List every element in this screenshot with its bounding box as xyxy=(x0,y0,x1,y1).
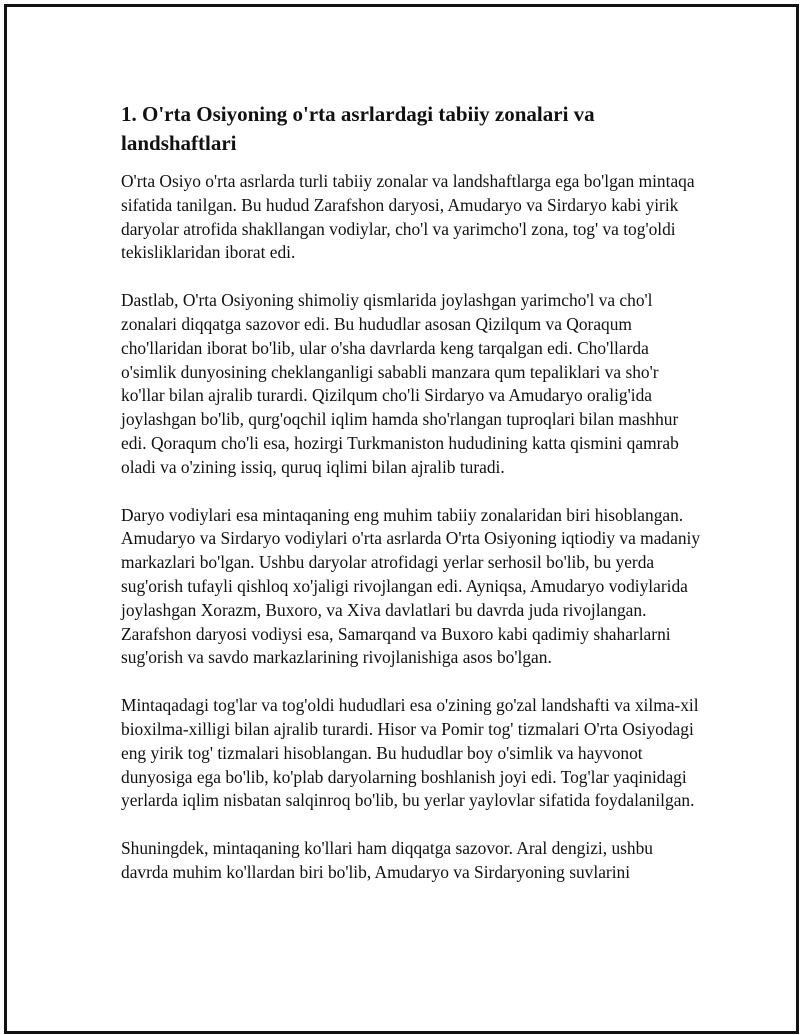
paragraph-mountains: Mintaqadagi tog'lar va tog'oldi hududlari esa o'zining go'zal landshafti va xilma-xil bioxilma-xilligi bilan ajralib turardi. Hisor va Pomir tog' tizmalari O'rta Osiyodagi eng yirik tog' tizmalari hisoblangan. Bu hududlar boy o'simlik va hayvonot dunyosiga ega bo'lib, ko'plab daryolarning boshlanish joyi edi. Tog'lar yaqinidagi yerlarda iqlim nisbatan salqinroq bo'lib, bu yerlar yaylovlar sifatida foydalanilgan. xyxy=(121,695,699,811)
page-frame xyxy=(4,4,799,1034)
paragraph-lakes: Shuningdek, mintaqaning ko'llari ham diqqatga sazovor. Aral dengizi, ushbu davrda muhim ko'llardan biri bo'lib, Amudaryo va Sirdaryoning suvlarini xyxy=(121,838,654,882)
paragraph-deserts: Dastlab, O'rta Osiyoning shimoliy qismlarida joylashgan yarimcho'l va cho'l zonalari diqqatga sazovor edi. Bu hududlar asosan Qizilqum va Qoraqum cho'llaridan iborat bo'lib, ular o'sha davrlarda keng tarqalgan edi. Cho'llarda o'simlik dunyosining cheklanganligi sababli manzara qum tepaliklari va sho'r ko'llar bilan ajralib turardi. Qizilqum cho'li Sirdaryo va Amudaryo oralig'ida joylashgan bo'lib, qurg'oqchil iqlim hamda sho'rlangan tuproqlari bilan mashhur edi. Qoraqum cho'li esa, hozirgi Turkmaniston hududining katta qismini qamrab oladi va o'zining issiq, quruq iqlimi bilan ajralib turadi. xyxy=(121,290,679,477)
paragraph-river-valleys: Daryo vodiylari esa mintaqaning eng muhim tabiiy zonalaridan biri hisoblangan. Amudaryo va Sirdaryo vodiylari o'rta asrlarda O'rta Osiyoning iqtiodiy va madaniy markazlari bo'lgan. Ushbu daryolar atrofidagi yerlar serhosil bo'lib, bu yerda sug'orish tufayli qishloq xo'jaligi rivojlangan edi. Ayniqsa, Amudaryo vodiylarida joylashgan Xorazm, Buxoro, va Xiva davlatlari bu davrda juda rivojlangan. Zarafshon daryosi vodiysi esa, Samarqand va Buxoro kabi qadimiy shaharlarni sug'orish va savdo markazlarining rivojlanishiga asos bo'lgan. xyxy=(121,504,701,668)
document-body xyxy=(121,100,701,909)
paragraph-intro: O'rta Osiyo o'rta asrlarda turli tabiiy zonalar va landshaftlarga ega bo'lgan mintaqa sifatida tanilgan. Bu hudud Zarafshon daryosi, Amudaryo va Sirdaryo kabi yirik daryolar atrofida shakllangan vodiylar, cho'l va yarimcho'l zona, tog' va tog'oldi tekisliklaridan iborat edi. xyxy=(121,171,695,263)
section-heading: 1. O'rta Osiyoning o'rta asrlardagi tabiiy zonalari va landshaftlari xyxy=(121,102,595,155)
